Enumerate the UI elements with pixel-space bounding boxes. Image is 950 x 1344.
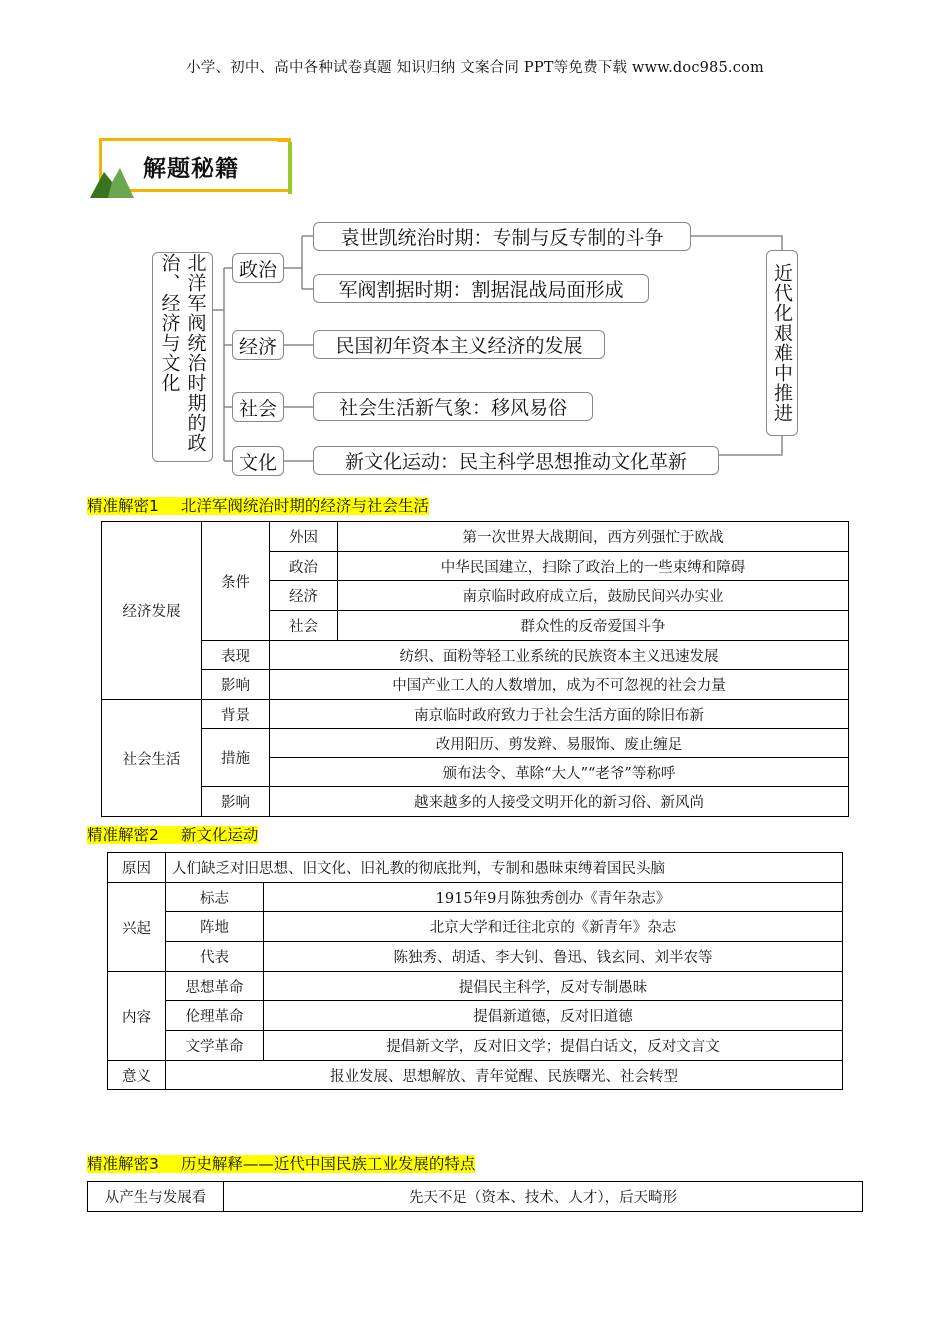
- perf-value: 纺织、面粉等轻工业系统的民族资本主义迅速发展: [270, 641, 849, 670]
- section1-title: 北洋军阀统治时期的经济与社会生活: [159, 497, 429, 515]
- meas-value-2: 颁布法令、革除“大人”“老爷”等称呼: [270, 758, 849, 787]
- rise-key: 代表: [166, 942, 264, 972]
- section3-key: 从产生与发展看: [88, 1182, 224, 1212]
- meas-key: 措施: [202, 729, 270, 787]
- cond-key: 社会: [270, 611, 338, 641]
- section3-title: 历史解释——近代中国民族工业发展的特点: [159, 1155, 476, 1173]
- bg-value: 南京临时政府致力于社会生活方面的除旧布新: [270, 700, 849, 729]
- bg-key: 背景: [202, 700, 270, 729]
- rise-value: 1915年9月陈独秀创办《青年杂志》: [264, 883, 843, 912]
- cond-key: 政治: [270, 552, 338, 581]
- section1-table: [101, 521, 849, 817]
- content-key: 伦理革命: [166, 1001, 264, 1031]
- cond-key: 经济: [270, 581, 338, 611]
- cause-key: 原因: [108, 853, 166, 883]
- banner-title: 解题秘籍: [143, 156, 239, 182]
- section2-table: [107, 852, 843, 1090]
- mindmap-category-politics: 政治: [232, 253, 284, 283]
- rise-key: 阵地: [166, 912, 264, 942]
- rise-cell: 兴起: [108, 883, 166, 972]
- infl-key: 影响: [202, 670, 270, 700]
- cause-value: 人们缺乏对旧思想、旧文化、旧礼教的彻底批判，专制和愚昧束缚着国民头脑: [166, 853, 843, 883]
- cond-value: 中华民国建立，扫除了政治上的一些束缚和障碍: [338, 552, 849, 581]
- conditions-cell: 条件: [202, 522, 270, 641]
- cond-value: 群众性的反帝爱国斗争: [338, 611, 849, 641]
- section3-heading: [87, 1152, 475, 1174]
- section1-heading: [87, 494, 429, 516]
- mindmap-category-economy: 经济: [232, 330, 284, 360]
- section2-heading: [87, 823, 258, 845]
- cond-key: 外因: [270, 522, 338, 552]
- mindmap-item-society: 社会生活新气象：移风易俗: [313, 392, 593, 421]
- mindmap-conclusion-text: 近代化艰难中推进: [771, 263, 793, 423]
- perf-key: 表现: [202, 641, 270, 670]
- mindmap-conclusion: [766, 250, 798, 436]
- mindmap-root: [152, 252, 213, 462]
- content-cell: 内容: [108, 972, 166, 1061]
- econ-cell: 经济发展: [102, 522, 202, 700]
- content-value: 提倡新文学，反对旧文学；提倡白话文，反对文言文: [264, 1031, 843, 1061]
- content-key: 文学革命: [166, 1031, 264, 1061]
- mindmap-item-culture: 新文化运动：民主科学思想推动文化革新: [313, 446, 719, 475]
- content-value: 提倡民主科学，反对专制愚昧: [264, 972, 843, 1001]
- mindmap-item-warlords: 军阀割据时期：割据混战局面形成: [313, 274, 649, 303]
- mindmap-category-society: 社会: [232, 392, 284, 422]
- social-cell: 社会生活: [102, 700, 202, 817]
- section3-value: 先天不足（资本、技术、人才），后天畸形: [224, 1182, 863, 1212]
- mindmap-item-economy: 民国初年资本主义经济的发展: [313, 330, 605, 359]
- sinfl-key: 影响: [202, 787, 270, 817]
- sinfl-value: 越来越多的人接受文明开化的新习俗、新风尚: [270, 787, 849, 817]
- sig-key: 意义: [108, 1061, 166, 1090]
- mindmap-category-culture: 文化: [232, 446, 284, 476]
- section3-table: [87, 1181, 863, 1212]
- content-key: 思想革命: [166, 972, 264, 1001]
- rise-key: 标志: [166, 883, 264, 912]
- content-value: 提倡新道德，反对旧道德: [264, 1001, 843, 1031]
- infl-value: 中国产业工人的人数增加，成为不可忽视的社会力量: [270, 670, 849, 700]
- rise-value: 陈独秀、胡适、李大钊、鲁迅、钱玄同、刘半农等: [264, 942, 843, 972]
- section3-label: 精准解密3: [87, 1155, 159, 1173]
- sig-value: 报业发展、思想解放、青年觉醒、民族曙光、社会转型: [166, 1061, 843, 1090]
- rise-value: 北京大学和迁往北京的《新青年》杂志: [264, 912, 843, 942]
- cond-value: 南京临时政府成立后，鼓励民间兴办实业: [338, 581, 849, 611]
- cond-value: 第一次世界大战期间，西方列强忙于欧战: [338, 522, 849, 552]
- meas-value-1: 改用阳历、剪发辫、易服饰、废止缠足: [270, 729, 849, 758]
- section1-label: 精准解密1: [87, 497, 159, 515]
- section2-label: 精准解密2: [87, 826, 159, 844]
- section2-title: 新文化运动: [159, 826, 259, 844]
- mindmap-item-yuan: 袁世凯统治时期：专制与反专制的斗争: [313, 222, 691, 251]
- page-header: 小学、初中、高中各种试卷真题 知识归纳 文案合同 PPT等免费下载 www.doc985.com: [186, 60, 764, 76]
- mindmap-root-text: 北洋军阀统治时期的政治、经济与文化: [158, 253, 207, 453]
